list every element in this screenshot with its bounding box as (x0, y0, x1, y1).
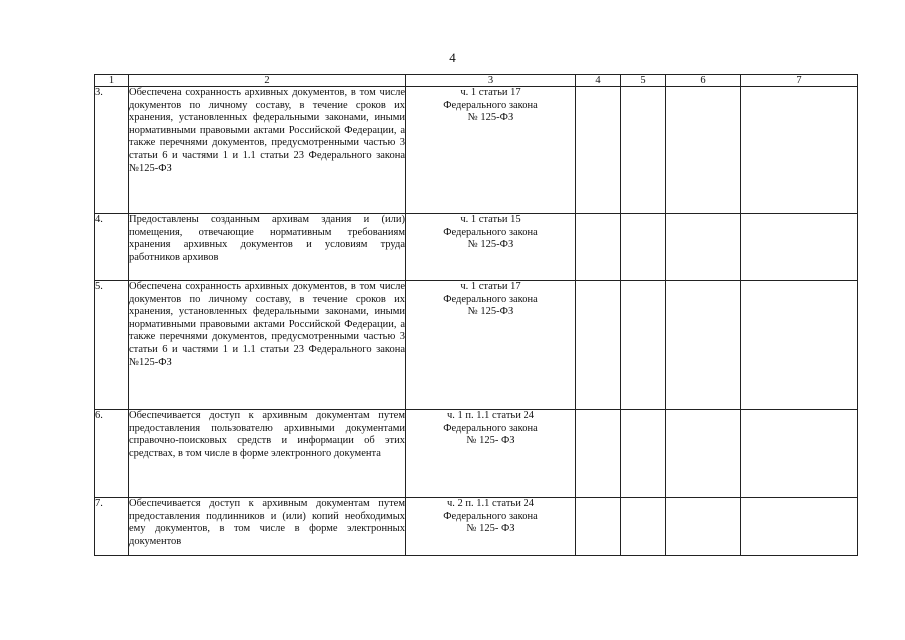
empty-cell-col-4 (576, 214, 621, 281)
legal-reference-line: Федерального закона (443, 510, 538, 522)
empty-cell-col-5 (621, 281, 666, 410)
header-col-2: 2 (129, 75, 406, 87)
empty-cell-col-5 (621, 498, 666, 556)
empty-cell-col-4 (576, 281, 621, 410)
legal-reference-line: ч. 1 статьи 15 (460, 214, 521, 225)
requirement-text: Обеспечивается доступ к архивным документам путем предоставления подлинников и (или) копий необходимых ему документов, в том числе в форме электронных документов (129, 498, 406, 556)
requirement-text: Обеспечивается доступ к архивным документам путем предоставления пользователю архивными документами справочно-поисковых средств и информации об этих средствах, в том числе в форме электронного документа (129, 410, 406, 498)
row-number: 3. (95, 87, 129, 214)
empty-cell-col-4 (576, 498, 621, 556)
legal-reference-line: № 125- ФЗ (466, 523, 515, 535)
empty-cell-col-6 (666, 87, 741, 214)
empty-cell-col-7 (741, 410, 858, 498)
empty-cell-col-4 (576, 410, 621, 498)
header-col-4: 4 (576, 75, 621, 87)
empty-cell-col-6 (666, 281, 741, 410)
empty-cell-col-7 (741, 498, 858, 556)
empty-cell-col-7 (741, 281, 858, 410)
header-col-5: 5 (621, 75, 666, 87)
header-col-7: 7 (741, 75, 858, 87)
legal-reference (406, 87, 576, 214)
legal-reference-line: № 125- ФЗ (466, 435, 515, 447)
table-row (95, 410, 858, 498)
empty-cell-col-4 (576, 87, 621, 214)
empty-cell-col-5 (621, 87, 666, 214)
legal-reference (406, 281, 576, 410)
row-number: 7. (95, 498, 129, 556)
legal-reference-line: № 125-ФЗ (467, 306, 514, 318)
legal-reference (406, 410, 576, 498)
requirement-text: Предоставлены созданным архивам здания и (или) помещения, отвечающие нормативным требованиям хранения архивных документов и условиям труда работников архивов (129, 214, 406, 281)
legal-reference-line: Федерального закона (443, 422, 538, 434)
legal-reference-line: ч. 2 п. 1.1 статьи 24 (447, 498, 534, 509)
legal-reference-line: ч. 1 статьи 17 (460, 281, 521, 292)
empty-cell-col-7 (741, 87, 858, 214)
row-number: 4. (95, 214, 129, 281)
legal-reference-line: ч. 1 п. 1.1 статьи 24 (447, 410, 534, 421)
legal-reference-line: № 125-ФЗ (467, 239, 514, 251)
header-row (95, 75, 858, 87)
requirement-text: Обеспечена сохранность архивных документов, в том числе документов по личному составу, в течение сроков их хранения, установленных федеральными законами, иными нормативными правовыми актами Российской Федерации, а также перечнями документов, предусмотренными частью 3 статьи 6 и частями 1 и 1.1 статьи 23 Федерального закона №125-ФЗ (129, 281, 406, 410)
empty-cell-col-6 (666, 214, 741, 281)
requirement-text: Обеспечена сохранность архивных документов, в том числе документов по личному составу, в течение сроков их хранения, установленных федеральными законами, иными нормативными правовыми актами Российской Федерации, а также перечнями документов, предусмотренными частью 3 статьи 6 и частями 1 и 1.1 статьи 23 Федерального закона №125-ФЗ (129, 87, 406, 214)
row-number: 6. (95, 410, 129, 498)
legal-reference-line: № 125-ФЗ (467, 112, 514, 124)
empty-cell-col-6 (666, 498, 741, 556)
empty-cell-col-5 (621, 214, 666, 281)
row-number: 5. (95, 281, 129, 410)
legal-reference-line: Федерального закона (443, 99, 538, 111)
page-number: 4 (449, 50, 456, 65)
table-row (95, 214, 858, 281)
header-col-1: 1 (95, 75, 129, 87)
table-row (95, 87, 858, 214)
table-row (95, 498, 858, 556)
empty-cell-col-5 (621, 410, 666, 498)
empty-cell-col-7 (741, 214, 858, 281)
checklist-table (94, 74, 858, 556)
legal-reference (406, 498, 576, 556)
legal-reference-line: ч. 1 статьи 17 (460, 87, 521, 98)
table-row (95, 281, 858, 410)
legal-reference-line: Федерального закона (443, 293, 538, 305)
empty-cell-col-6 (666, 410, 741, 498)
legal-reference-line: Федерального закона (443, 226, 538, 238)
legal-reference (406, 214, 576, 281)
header-col-6: 6 (666, 75, 741, 87)
header-col-3: 3 (406, 75, 576, 87)
